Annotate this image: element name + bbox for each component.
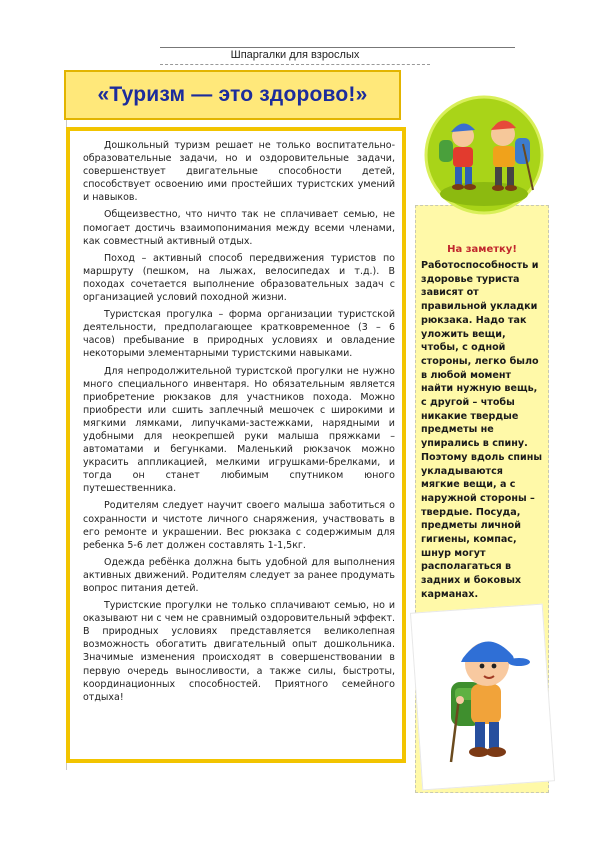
article-paragraph: Родителям следует научит своего малыша заботиться о сохранности и чистоте личного снаряжения, участвовать в его ремонте и украшении. Вес рюкзака с содержимым для ребенка 5-6 лет должен составлять 1-1,5кг. (83, 500, 395, 551)
article-paragraph: Общеизвестно, что ничто так не сплачивает семью, не помогает достичь взаимопонимания между всеми членами, как совместный активный отдых. (83, 209, 395, 247)
hikers-icon (423, 94, 545, 216)
article-paragraph: Одежда ребёнка должна быть удобной для выполнения активных движений. Родителям следует за ранее продумать вопрос питания детей. (83, 556, 395, 594)
article-body (66, 127, 406, 763)
note-text: Работоспособность и здоровье туриста зависят от правильной укладки рюкзака. Надо так уложить вещи, чтобы, с одной стороны, легко было в любой момент найти нужную вещь, с другой – чтобы никакие твердые предметы не упирались в спину. Поэтому вдоль спины укладываются мягкие вещи, а с наружной стороны – твердые. Посуда, предметы личной гигиены, компас, шнур могут располагаться в задних и боковых карманах. (421, 260, 543, 600)
article-paragraph: Туристские прогулки не только сплачивают семью, но и оказывают ни с чем не сравнимый оздоровительный эффект. В природных условиях представляется великолепная возможность обогатить двигательный опыт дошкольника. Значимые изменения происходят в совершенствовании в первую очередь выносливости, а также силы, быстроты, координационных способностей. Приятного семейного отдыха! (83, 600, 395, 703)
note-heading: На заметку! (447, 244, 517, 255)
page-header: Шпаргалки для взрослых (230, 49, 360, 61)
article-paragraph: Поход – активный способ передвижения туристов по маршруту (пешком, на лыжах, велосипедах и т.д.). В походах сочетается выполнение образовательных задач с организацией условий походной жизни. (83, 252, 395, 304)
kid-with-backpack-icon (429, 622, 537, 772)
page-title: «Туризм — это здорово!» (97, 83, 368, 106)
article-paragraph: Туристская прогулка – форма организации туристской деятельности, предполагающее кратковременное (3 – 6 часов) пребывание в природных условиях и овладение некоторыми элементарными туристскими навыками. (83, 309, 395, 360)
title-banner (64, 70, 401, 120)
header-divider (160, 64, 430, 65)
article-paragraph: Для непродолжительной туристской прогулки не нужно много специального инвентаря. Но обязательным является приобретение рюкзаков для участников похода. Можно приобрести или сшить заплечный мешочек с широкими и мягкими лямками, липучками-застежками, нарядными и удобными для неокрепшей руки малыша пряжками – автоматами и бегунками. Маленький рюкзачок можно украсить аппликацией, мелкими игрушками-брелками, и тогда он станет любимым спутником юного путешественника. (83, 365, 395, 495)
article-paragraph: Дошкольный туризм решает не только воспитательно-образовательные задачи, но и оздоровительные задачи, совершенствует двигательные способности детей, способствует освоению ими простейших туристских умений и навыков. (83, 140, 395, 204)
